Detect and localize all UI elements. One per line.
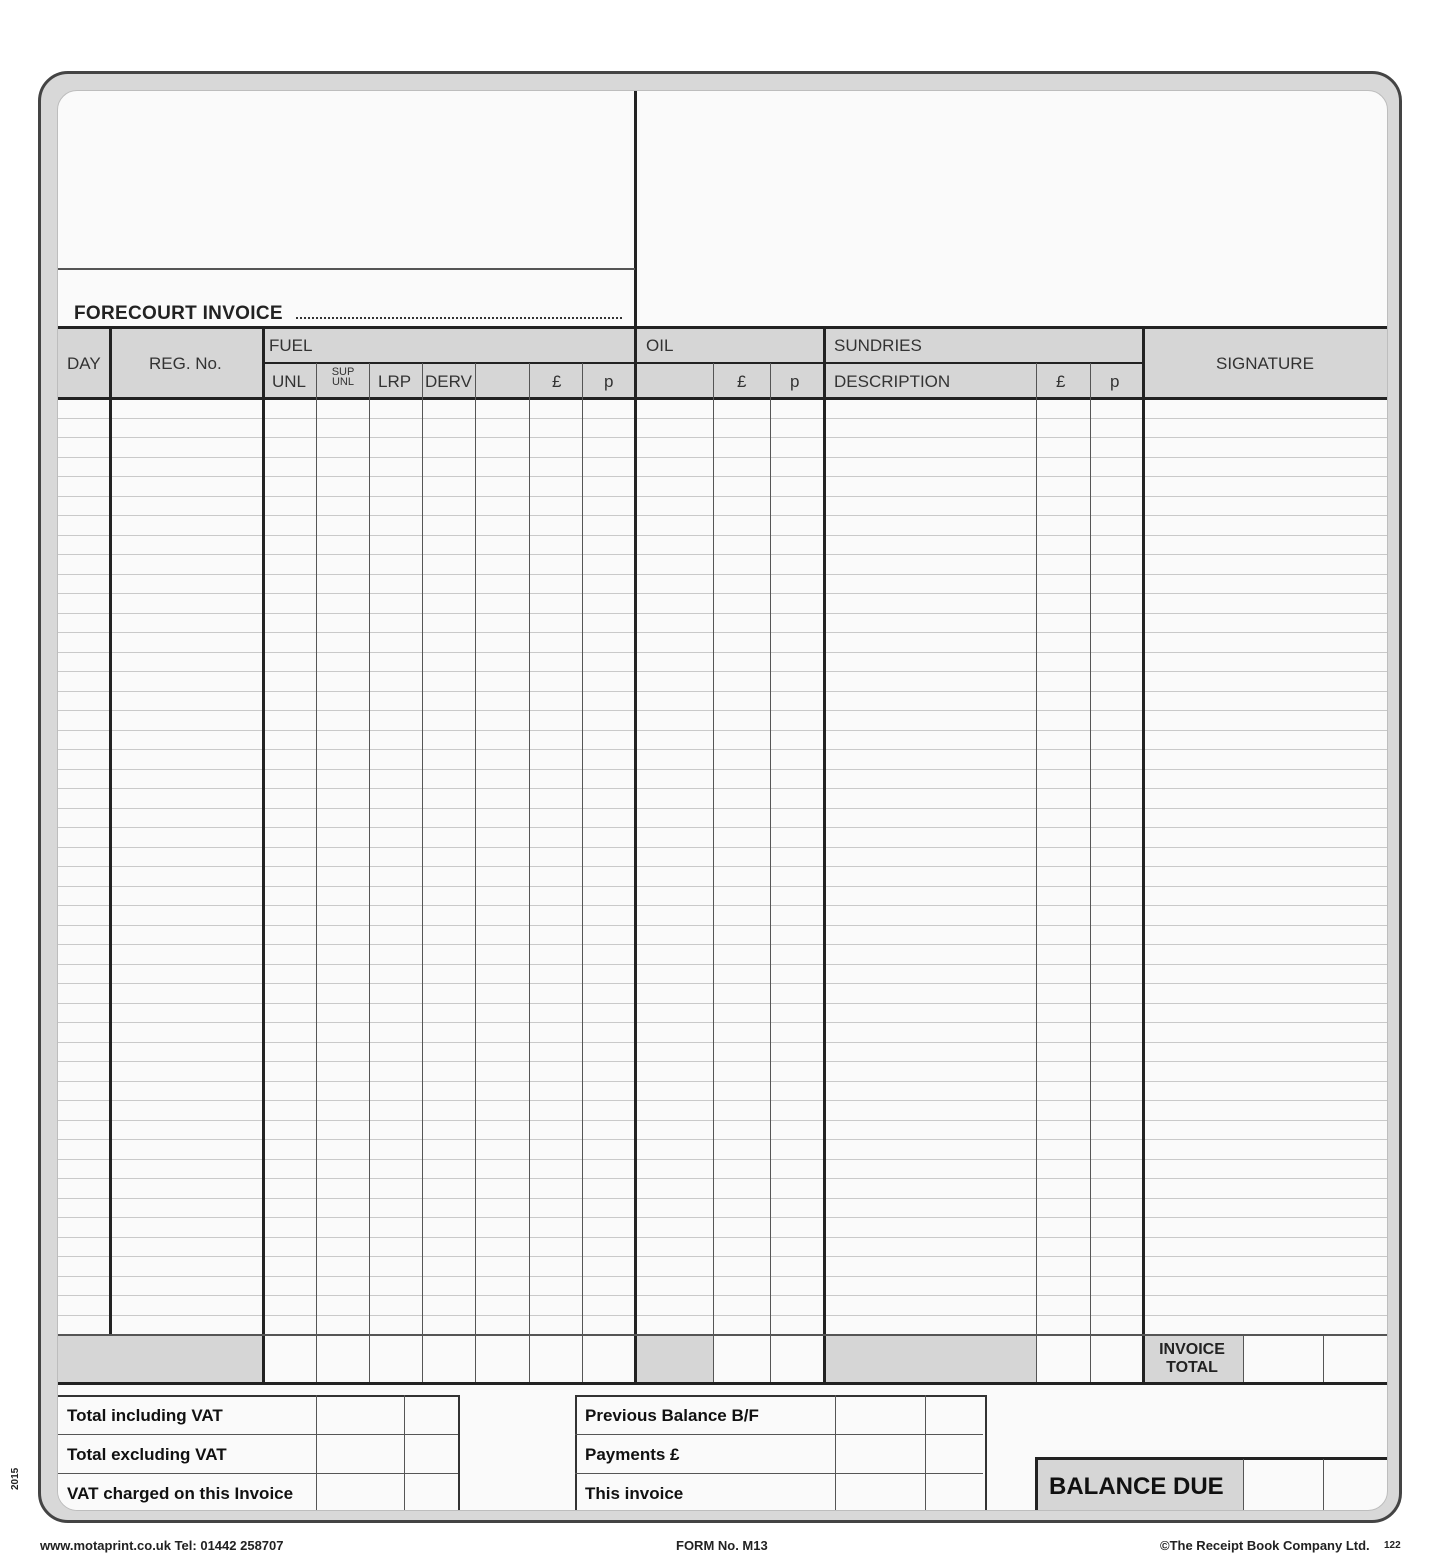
ruled-row-line bbox=[58, 613, 1388, 614]
balance-due-col-line bbox=[1323, 1459, 1324, 1511]
fuel-col-line bbox=[529, 363, 530, 1383]
totals-gray-oil bbox=[637, 1335, 713, 1382]
ruled-row-line bbox=[58, 574, 1388, 575]
footer-form-no: FORM No. M13 bbox=[676, 1538, 768, 1553]
header-sundries: SUNDRIES bbox=[834, 336, 922, 355]
invoice-total-line1: INVOICE bbox=[1159, 1341, 1225, 1358]
ruled-row-line bbox=[58, 1315, 1388, 1316]
totals-gray-left bbox=[58, 1335, 262, 1382]
ruled-row-line bbox=[58, 496, 1388, 497]
header-lrp: LRP bbox=[378, 372, 412, 391]
header-reg-no: REG. No. bbox=[149, 354, 222, 373]
total-including-vat-label: Total including VAT bbox=[67, 1406, 223, 1425]
ruled-row-line bbox=[58, 1159, 1388, 1160]
vat-row-line bbox=[58, 1473, 458, 1474]
ruled-row-line bbox=[58, 886, 1388, 887]
ruled-row-line bbox=[58, 1061, 1388, 1062]
sig-total-line bbox=[1323, 1335, 1324, 1382]
ruled-row-line bbox=[58, 1042, 1388, 1043]
ruled-row-line bbox=[58, 847, 1388, 848]
ruled-row-line bbox=[58, 535, 1388, 536]
ruled-row-line bbox=[58, 1237, 1388, 1238]
invoice-total-line2: TOTAL bbox=[1166, 1359, 1218, 1376]
vat-row-line bbox=[58, 1434, 458, 1435]
ruled-row-line bbox=[58, 1295, 1388, 1296]
sup-unl-bottom: UNL bbox=[331, 376, 354, 388]
header-oil: OIL bbox=[646, 336, 674, 355]
totals-gray-sundries bbox=[826, 1335, 1036, 1382]
ruled-row-line bbox=[58, 710, 1388, 711]
ruled-row-line bbox=[58, 769, 1388, 770]
oil-col-line bbox=[713, 363, 714, 1383]
ruled-row-line bbox=[58, 1256, 1388, 1257]
header-day: DAY bbox=[67, 354, 101, 373]
header-description: DESCRIPTION bbox=[834, 372, 951, 391]
ruled-row-line bbox=[58, 1003, 1388, 1004]
sundries-signature-line bbox=[1142, 327, 1145, 1383]
header-signature: SIGNATURE bbox=[1216, 354, 1314, 373]
fuel-col-line bbox=[582, 363, 583, 1383]
ruled-row-line bbox=[58, 1198, 1388, 1199]
header-top-rule bbox=[58, 326, 1388, 329]
vat-col-line bbox=[316, 1395, 317, 1511]
ruled-row-line bbox=[58, 905, 1388, 906]
header-derv: DERV bbox=[425, 372, 472, 391]
sig-total-line bbox=[1243, 1335, 1244, 1382]
header-sundries-pence: p bbox=[1110, 372, 1120, 391]
ruled-row-line bbox=[58, 632, 1388, 633]
ruled-row-line bbox=[58, 515, 1388, 516]
balance-due-top-rule bbox=[1035, 1457, 1388, 1460]
ruled-row-line bbox=[58, 944, 1388, 945]
title-dotted-line bbox=[296, 317, 622, 319]
day-col-line bbox=[109, 327, 112, 1334]
ruled-row-line bbox=[58, 1217, 1388, 1218]
ruled-row-line bbox=[58, 476, 1388, 477]
ruled-row-line bbox=[58, 808, 1388, 809]
ruled-row-line bbox=[58, 925, 1388, 926]
footer-page-code: 122 bbox=[1384, 1540, 1401, 1551]
ruled-row-line bbox=[58, 652, 1388, 653]
balance-col-line bbox=[835, 1395, 836, 1511]
header-oil-pounds: £ bbox=[737, 372, 747, 391]
balance-row-line bbox=[575, 1434, 983, 1435]
balance-due-left-rule bbox=[1035, 1457, 1038, 1511]
ruled-row-line bbox=[58, 671, 1388, 672]
header-fuel-pence: p bbox=[604, 372, 614, 391]
ruled-row-line bbox=[58, 749, 1388, 750]
oil-sundries-line bbox=[823, 327, 826, 1383]
footer-side-code: 2015 bbox=[10, 1467, 21, 1490]
fuel-col-line bbox=[422, 363, 423, 1383]
ruled-row-line bbox=[58, 866, 1388, 867]
oil-col-line bbox=[770, 363, 771, 1383]
balance-due-col-line bbox=[1243, 1459, 1244, 1511]
header-bottom-rule bbox=[58, 397, 1388, 400]
balance-due-label: BALANCE DUE bbox=[1049, 1473, 1224, 1500]
ruled-row-line bbox=[58, 1139, 1388, 1140]
balance-row-line bbox=[575, 1473, 983, 1474]
top-divider bbox=[634, 91, 637, 327]
payments-label: Payments £ bbox=[585, 1445, 680, 1464]
footer-website-phone: www.motaprint.co.uk Tel: 01442 258707 bbox=[40, 1538, 284, 1553]
ruled-row-line bbox=[58, 730, 1388, 731]
header-oil-pence: p bbox=[790, 372, 800, 391]
this-invoice-label: This invoice bbox=[585, 1484, 684, 1503]
fuel-col-line bbox=[475, 363, 476, 1383]
ruled-row-line bbox=[58, 1178, 1388, 1179]
ruled-row-line bbox=[58, 418, 1388, 419]
ruled-row-line bbox=[58, 827, 1388, 828]
ruled-row-line bbox=[58, 691, 1388, 692]
ruled-row-line bbox=[58, 1120, 1388, 1121]
ruled-row-line bbox=[58, 437, 1388, 438]
invoice-form bbox=[57, 90, 1388, 1511]
total-excluding-vat-label: Total excluding VAT bbox=[67, 1445, 227, 1464]
sundries-col-line bbox=[1036, 363, 1037, 1383]
top-left-line bbox=[58, 268, 635, 270]
vat-charged-label: VAT charged on this Invoice bbox=[67, 1484, 294, 1503]
header-mid-rule bbox=[263, 362, 1143, 364]
ruled-row-line bbox=[58, 1276, 1388, 1277]
ruled-row-line bbox=[58, 1022, 1388, 1023]
form-title: FORECOURT INVOICE bbox=[74, 303, 283, 324]
ruled-row-line bbox=[58, 983, 1388, 984]
ruled-row-line bbox=[58, 593, 1388, 594]
ruled-row-line bbox=[58, 554, 1388, 555]
ruled-row-line bbox=[58, 964, 1388, 965]
totals-bottom-rule bbox=[58, 1382, 1388, 1385]
fuel-col-line bbox=[369, 363, 370, 1383]
vat-col-line bbox=[404, 1395, 405, 1511]
previous-balance-label: Previous Balance B/F bbox=[585, 1406, 759, 1425]
header-sundries-pounds: £ bbox=[1056, 372, 1066, 391]
sundries-col-line bbox=[1090, 363, 1091, 1383]
header-sup-unl bbox=[324, 367, 362, 387]
ruled-row-line bbox=[58, 457, 1388, 458]
header-fuel: FUEL bbox=[269, 336, 313, 355]
fuel-oil-line bbox=[634, 327, 637, 1383]
footer-copyright: ©The Receipt Book Company Ltd. bbox=[1160, 1538, 1370, 1553]
balance-col-line bbox=[925, 1395, 926, 1511]
fuel-col-line bbox=[316, 363, 317, 1383]
header-unl: UNL bbox=[272, 372, 307, 391]
ruled-row-line bbox=[58, 788, 1388, 789]
sup-unl-top: SUP bbox=[331, 366, 355, 378]
reg-col-line bbox=[262, 327, 265, 1383]
header-fuel-pounds: £ bbox=[552, 372, 562, 391]
ruled-row-line bbox=[58, 1081, 1388, 1082]
totals-top-rule bbox=[58, 1334, 1388, 1336]
ruled-row-line bbox=[58, 1100, 1388, 1101]
